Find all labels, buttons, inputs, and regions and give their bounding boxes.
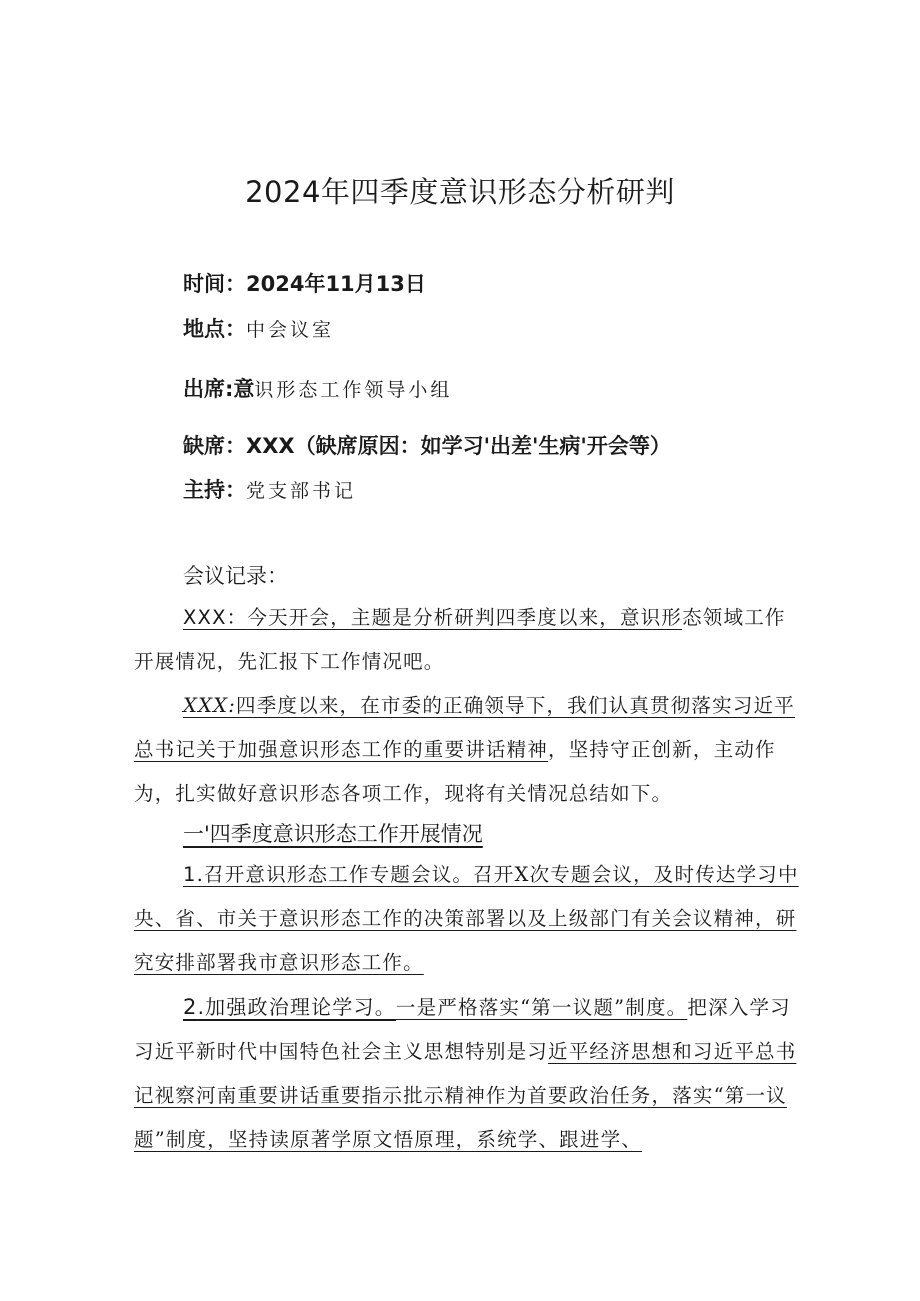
meta-host: [183, 474, 356, 504]
meta-host-value: 党支部书记: [246, 480, 357, 502]
meta-absent: [183, 430, 671, 460]
records-label: 会议记录：: [183, 564, 288, 588]
item-1: [134, 853, 806, 985]
item-2-text-a: 一是严格落实“第一议题”制度。: [395, 996, 688, 1019]
paragraph-2-rest: ，坚持守正创新，主动作为，扎实做好意识形态各项工作，现将有关情况总结如下。: [134, 738, 776, 805]
paragraph-2: [134, 684, 806, 816]
meta-time: [183, 268, 426, 298]
meta-place-value: 中会议室: [246, 319, 335, 341]
paragraph-1-speaker: XXX：: [183, 606, 248, 629]
item-2-number: 2: [183, 995, 198, 1019]
meta-time-value: 2024年11月13日: [246, 272, 426, 296]
meta-attend-label: 出席:意: [183, 377, 255, 401]
paragraph-1: [134, 596, 806, 684]
paragraph-1-rest: 态领域工作开展情况，先汇报下工作情况吧。: [134, 606, 786, 673]
meta-place-label: 地点：: [183, 317, 246, 341]
item-2-text-c: 近平经济思想和习近平总书记视察河南重要讲话重要指示批示精神作为首要政治任务，落实“第一议题”制度，坚持读原著学原文悟原理，系统学、跟进学、: [134, 1040, 797, 1151]
paragraph-2-underlined: 四季度以来，在市委的正确领导下，我们认真贯彻落实习近平总书记关于加强意识形态工作的重要讲话精神: [134, 694, 795, 761]
paragraph-1-underlined: 今天开会，主题是分析研判四季度以来，意识形: [247, 606, 683, 629]
meta-time-label: 时间：: [183, 272, 246, 296]
meta-place: [183, 313, 334, 343]
item-2-text-b: 把深入学习习近平新时代中国特色社会主义思想特别是习: [134, 996, 791, 1063]
document-title: 2024年四季度意识形态分析研判: [245, 175, 675, 209]
meta-host-label: 主持：: [183, 478, 246, 502]
meta-attend-value: 识形态工作领导小组: [254, 379, 453, 401]
item-1-number: 1: [183, 863, 197, 886]
item-2-heading: .加强政治理论学习。: [197, 995, 396, 1019]
item-1-text: .召开意识形态工作专题会议。召开X次专题会议，及时传达学习中央、省、市关于意识形态工作的决策部署以及上级部门有关会议精神，研究安排部署我市意识形态工作。: [134, 863, 799, 974]
meta-absent-value: XXX（缺席原因：如学习'出差'生病'开会等）: [246, 434, 671, 458]
meta-attend: [183, 373, 452, 403]
meta-absent-label: 缺席：: [183, 434, 246, 458]
paragraph-2-speaker: XXX:: [183, 694, 237, 717]
section-heading-1: 一'四季度意识形态工作开展情况: [183, 822, 483, 846]
item-2: [134, 985, 806, 1162]
